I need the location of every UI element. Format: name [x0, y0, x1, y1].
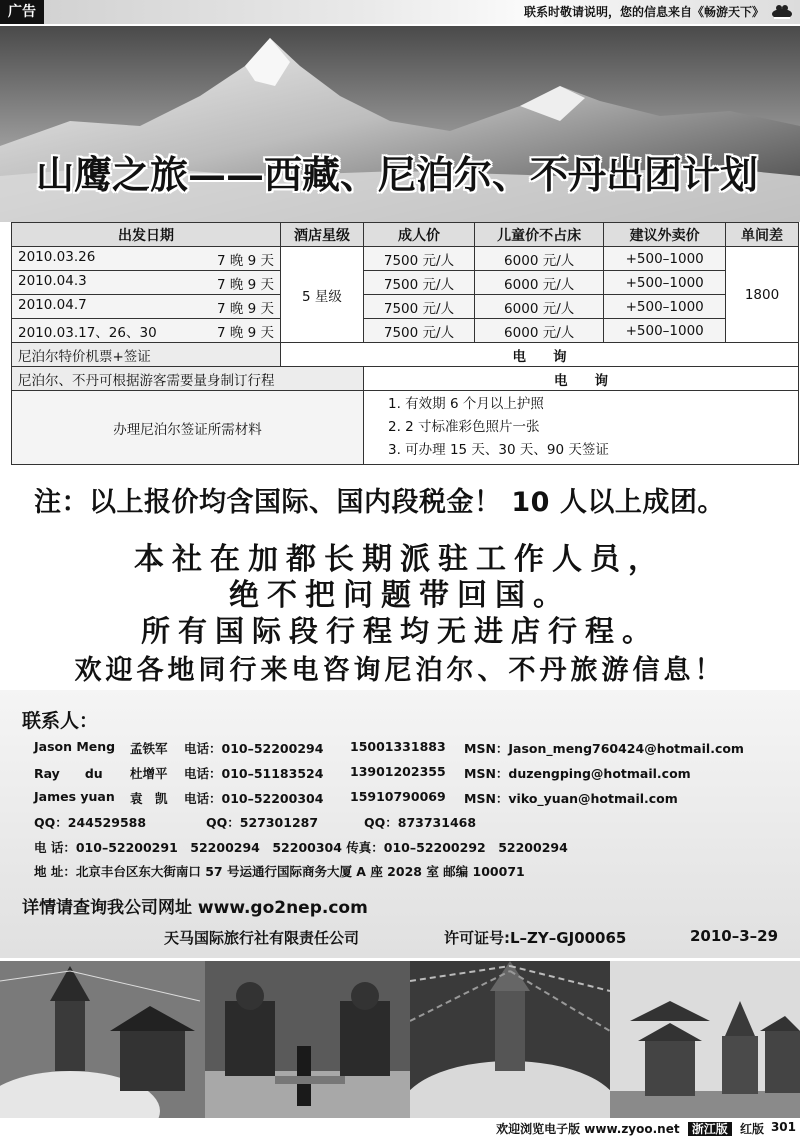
suggest-price-cell: +500–1000 [604, 247, 726, 271]
page-footer [0, 1118, 800, 1138]
nights-cell: 7 晚 9 天 [216, 276, 274, 293]
date-cell: 2010.04.7 [18, 296, 87, 313]
ticket-value: 电 询 [281, 343, 799, 367]
stupa-photo [0, 961, 205, 1118]
nights-cell: 7 晚 9 天 [216, 324, 274, 341]
visa-item: 1. 有效期 6 个月以上护照 [388, 396, 544, 412]
visa-row [12, 391, 799, 465]
temple-statue-photo [205, 961, 410, 1118]
hero-title: 山鹰之旅——西藏、尼泊尔、不丹出团计划 [36, 152, 759, 197]
color-edition: 红版 [739, 1122, 764, 1136]
single-supplement-cell: 1800 [726, 247, 799, 343]
top-bar [0, 0, 800, 24]
footer-site: 欢迎浏览电子版 www.zyoo.net [496, 1122, 680, 1136]
company-name: 天马国际旅行社有限责任公司 [164, 929, 360, 947]
slogan-line: 绝不把问题带回国。 [229, 578, 571, 613]
hotel-star-cell: 5 星级 [281, 247, 364, 343]
address-text: 地 址：北京丰台区东大街南口 57 号运通行国际商务大厦 A 座 2028 室 邮编 100071 [34, 864, 525, 879]
contact-mobile: 15910790069 [350, 789, 446, 804]
contact-cn-name: 袁 凯 [130, 791, 168, 806]
date-cell: 2010.03.26 [18, 248, 96, 265]
adult-price-cell: 7500 元/人 [364, 295, 475, 319]
website-line: 详情请查询我公司网址 www.go2nep.com [22, 898, 368, 918]
page-number: 301 [770, 1120, 796, 1134]
qq-number: QQ：527301287 [206, 815, 319, 830]
visa-requirements [364, 391, 799, 465]
contact-cn-name: 孟铁军 [130, 741, 168, 756]
contact-en-name: Jason Meng [34, 739, 116, 754]
adult-price-cell: 7500 元/人 [364, 247, 475, 271]
col-header-child: 儿童价不占床 [474, 223, 603, 247]
nights-cell: 7 晚 9 天 [216, 300, 274, 317]
license-number: 许可证号:L–ZY–GJ00065 [444, 929, 627, 947]
adult-price-cell: 7500 元/人 [364, 271, 475, 295]
contact-title: 联系人： [22, 710, 99, 732]
visa-label: 办理尼泊尔签证所需材料 [12, 391, 364, 465]
contact-msn: MSN：duzengping@hotmail.com [464, 766, 691, 781]
child-price-cell: 6000 元/人 [474, 319, 603, 343]
mascot-logo-icon [770, 3, 794, 21]
price-table [11, 222, 799, 465]
contact-msn: MSN：viko_yuan@hotmail.com [464, 791, 678, 806]
col-header-hotel: 酒店星级 [281, 223, 364, 247]
ticket-label: 尼泊尔特价机票+签证 [12, 343, 281, 367]
custom-value: 电 询 [364, 367, 799, 391]
date-cell: 2010.04.3 [18, 272, 87, 289]
contact-en-name: James yuan [34, 789, 115, 804]
publish-date: 2010–3–29 [690, 927, 779, 945]
edition-badge: 浙江版 [688, 1122, 732, 1136]
adult-price-cell: 7500 元/人 [364, 319, 475, 343]
contact-mobile: 13901202355 [350, 764, 446, 779]
table-row [12, 271, 799, 295]
prayer-flags-photo [410, 961, 610, 1118]
qq-number: QQ：873731468 [364, 815, 477, 830]
slogan-line: 欢迎各地同行来电咨询尼泊尔、不丹旅游信息！ [74, 655, 726, 686]
table-header-row [12, 223, 799, 247]
photo-strip [0, 961, 800, 1118]
custom-label: 尼泊尔、不丹可根据游客需要量身制订行程 [12, 367, 364, 391]
contact-cn-name: 杜增平 [130, 766, 168, 781]
table-row [12, 247, 799, 271]
table-row [12, 319, 799, 343]
contact-tel: 电话：010–52200304 [184, 791, 324, 806]
hero-banner [0, 26, 800, 222]
custom-row [12, 367, 799, 391]
col-header-date: 出发日期 [12, 223, 281, 247]
nights-cell: 7 晚 9 天 [216, 252, 274, 269]
ad-label: 广告 [0, 0, 44, 24]
ticket-row [12, 343, 799, 367]
pagoda-square-photo [610, 961, 800, 1118]
col-header-single: 单间差 [726, 223, 799, 247]
table-row [12, 295, 799, 319]
contact-tel: 电话：010–52200294 [184, 741, 324, 756]
date-cell: 2010.03.17、26、30 [18, 324, 157, 341]
contact-mobile: 15001331883 [350, 739, 446, 754]
qq-number: QQ：244529588 [34, 815, 147, 830]
contact-msn: MSN：Jason_meng760424@hotmail.com [464, 741, 744, 756]
child-price-cell: 6000 元/人 [474, 247, 603, 271]
slogan-line: 所有国际段行程均无进店行程。 [140, 614, 659, 648]
footer-text [496, 1120, 764, 1137]
suggest-price-cell: +500–1000 [604, 319, 726, 343]
contact-tel: 电话：010–51183524 [184, 766, 324, 781]
visa-item: 2. 2 寸标准彩色照片一张 [388, 419, 540, 435]
col-header-suggest: 建议外卖价 [604, 223, 726, 247]
source-note: 联系时敬请说明，您的信息来自《畅游天下》 [523, 5, 764, 19]
suggest-price-cell: +500–1000 [604, 271, 726, 295]
child-price-cell: 6000 元/人 [474, 295, 603, 319]
col-header-adult: 成人价 [364, 223, 475, 247]
slogan-line: 本社在加都长期派驻工作人员， [134, 542, 666, 577]
price-note: 注：以上报价均含国际、国内段税金！ 10 人以上成团。 [34, 487, 725, 518]
suggest-price-cell: +500–1000 [604, 295, 726, 319]
visa-item: 3. 可办理 15 天、30 天、90 天签证 [388, 442, 609, 458]
contact-en-name: Ray du [34, 766, 103, 781]
child-price-cell: 6000 元/人 [474, 271, 603, 295]
phone-fax-text: 电 话：010–52200291 52200294 52200304 传真：010–52200292 52200294 [34, 840, 568, 855]
